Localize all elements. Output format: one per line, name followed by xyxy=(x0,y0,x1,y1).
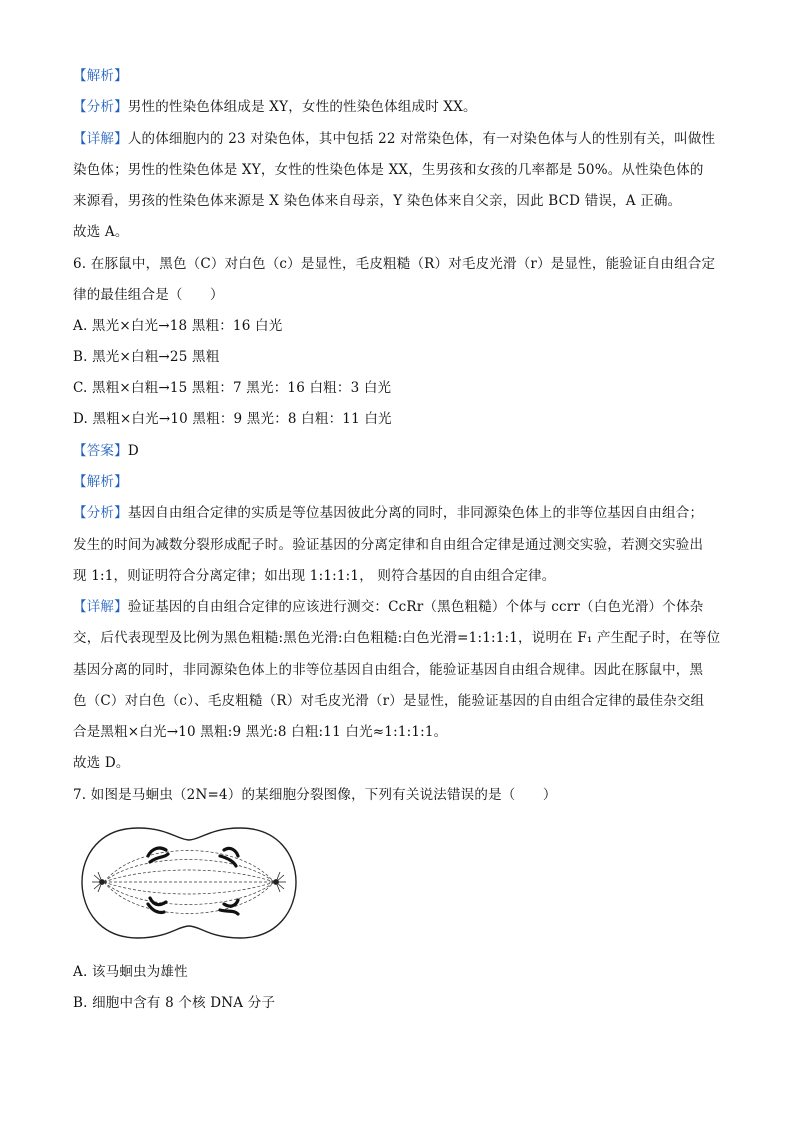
option-c: C. 黑粗×白粗→15 黑粗：7 黑光：16 白粗：3 白光 xyxy=(73,380,392,396)
left-centrosome xyxy=(92,872,105,892)
right-centrosome xyxy=(274,872,287,892)
analysis-heading: 【解析】 xyxy=(73,68,128,84)
conclusion-line: 故选 D。 xyxy=(73,755,130,771)
detail-line: 【详解】验证基因的自由组合定律的应该进行测交：CcRr（黑色粗糙）个体与 ccrr（白色光滑）个体杂 xyxy=(73,599,704,615)
detail-line: 基因分离的同时，非同源染色体上的非等位基因自由组合，能验证基因自由组合规律。因此在豚鼠中，黑 xyxy=(73,662,704,678)
chromosomes xyxy=(148,848,238,914)
cell-division-figure xyxy=(78,820,300,945)
spindle-fibers xyxy=(104,851,274,914)
detail-line: 合是黑粗×白光→10 黑粗:9 黑光:8 白粗:11 白光≈1:1:1:1。 xyxy=(73,724,448,740)
detail-line: 【详解】人的体细胞内的 23 对染色体，其中包括 22 对常染色体，有一对染色体与人的性别有关，叫做性 xyxy=(73,131,716,147)
option-a: A. 该马蛔虫为雄性 xyxy=(73,964,188,980)
analysis-line: 【分析】基因自由组合定律的实质是等位基因彼此分离的同时，非同源染色体上的非等位基因自由组合； xyxy=(73,505,704,521)
detail-line: 交，后代表现型及比例为黑色粗糙:黑色光滑:白色粗糙:白色光滑=1:1:1:1，说明在 F₁ 产生配子时，在等位 xyxy=(73,630,721,646)
detail-line: 色（C）对白色（c）、毛皮粗糙（R）对毛皮光滑（r）是显性，能验证基因的自由组合定律的最佳杂交组 xyxy=(73,693,705,709)
answer-line: 【答案】D xyxy=(73,443,139,459)
analysis-heading: 【解析】 xyxy=(73,474,128,490)
analysis-line: 发生的时间为减数分裂形成配子时。验证基因的分离定律和自由组合定律是通过测交实验，若测交实验出 xyxy=(73,537,704,553)
question-6-stem: 律的最佳组合是（ ） xyxy=(73,287,224,303)
detail-line: 来源看，男孩的性染色体来源是 X 染色体来自母亲，Y 染色体来自父亲，因此 BCD 错误，A 正确。 xyxy=(73,193,682,209)
option-b: B. 细胞中含有 8 个核 DNA 分子 xyxy=(73,995,276,1011)
conclusion-line: 故选 A。 xyxy=(73,224,129,240)
option-a: A. 黑光×白光→18 黑粗：16 白光 xyxy=(73,318,283,334)
option-d: D. 黑粗×白光→10 黑粗：9 黑光：8 白粗：11 白光 xyxy=(73,411,392,427)
question-6-stem: 6. 在豚鼠中，黑色（C）对白色（c）是显性，毛皮粗糙（R）对毛皮光滑（r）是显性，能验证自由组合定 xyxy=(73,256,716,272)
analysis-line: 现 1:1，则证明符合分离定律；如出现 1:1:1:1， 则符合基因的自由组合定律。 xyxy=(73,568,556,584)
detail-line: 染色体；男性的性染色体是 XY，女性的性染色体是 XX，生男孩和女孩的几率都是 50%。从性染色体的 xyxy=(73,162,704,178)
option-b: B. 黑光×白粗→25 黑粗 xyxy=(73,349,220,365)
question-7-stem: 7. 如图是马蛔虫（2N=4）的某细胞分裂图像，下列有关说法错误的是（ ） xyxy=(73,787,557,803)
analysis-line: 【分析】男性的性染色体组成是 XY，女性的性染色体组成时 XX。 xyxy=(73,99,477,115)
